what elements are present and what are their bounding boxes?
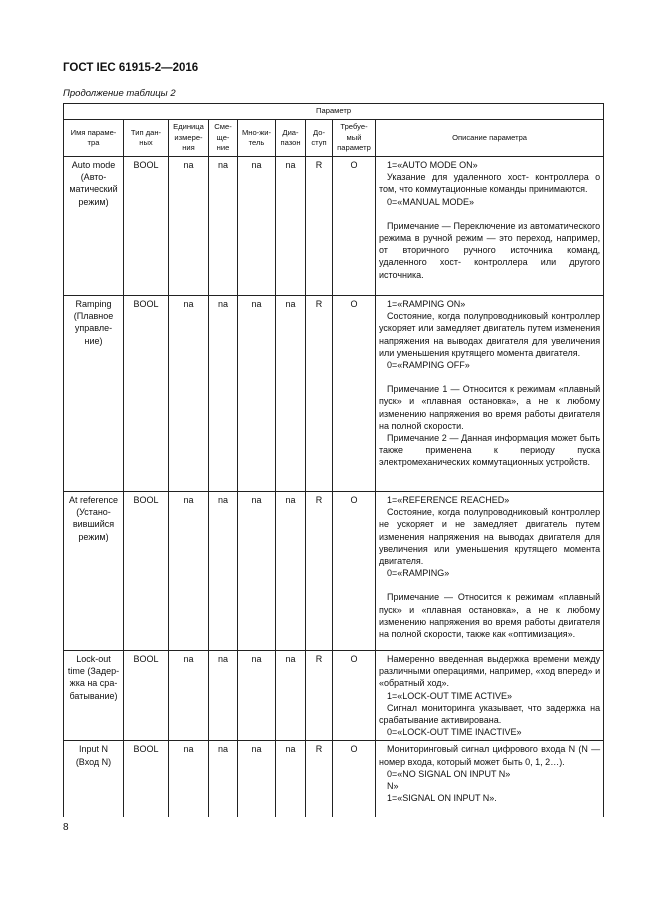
desc-line: 1=«LOCK-OUT TIME ACTIVE» <box>387 690 512 701</box>
param-offset: na <box>209 492 238 651</box>
param-unit: na <box>169 492 209 651</box>
desc-line: 0=«LOCK-OUT TIME INACTIVE» <box>387 727 522 738</box>
param-access: R <box>306 741 333 817</box>
param-type: BOOL <box>124 741 169 817</box>
param-required: O <box>333 492 376 651</box>
table-row <box>64 157 604 296</box>
document-header: ГОСТ IEC 61915-2—2016 <box>63 62 199 74</box>
desc-line: Сигнал мониторинга указывает, что задержка на срабатывание активирована. <box>379 702 601 726</box>
desc-line: 1=«REFERENCE REACHED» <box>387 495 510 505</box>
col-header-name: Имя параме-тра <box>64 120 124 157</box>
page-number: 8 <box>63 822 69 833</box>
param-required: O <box>333 741 376 817</box>
col-header-access: До-ступ <box>306 120 333 157</box>
param-description <box>376 492 604 651</box>
col-header-offset: Сме-ще-ние <box>209 120 238 157</box>
desc-note: Примечание 1 — Относится к режимам «плавный пуск» и «плавная остановка», а не к любому изменению напряжения во время работы двигателя на полной скорости. <box>379 384 601 431</box>
param-access: R <box>306 651 333 741</box>
param-description <box>376 157 604 296</box>
group-header: Параметр <box>64 104 604 120</box>
desc-line: Намеренно введенная выдержка времени между различными операциями, например, «ход вперед» и «обратный ход». <box>379 654 601 689</box>
param-access: R <box>306 492 333 651</box>
table-row <box>64 741 604 817</box>
desc-line: 0=«RAMPING» <box>387 568 450 579</box>
param-required: O <box>333 651 376 741</box>
col-header-required: Требуе-мый параметр <box>333 120 376 157</box>
param-multiplier: na <box>238 651 276 741</box>
param-unit: na <box>169 741 209 817</box>
table-continuation-caption: Продолжение таблицы 2 <box>63 88 176 99</box>
table-row <box>64 296 604 492</box>
param-unit: na <box>169 296 209 492</box>
param-description <box>376 741 604 817</box>
param-multiplier: na <box>238 492 276 651</box>
param-type: BOOL <box>124 296 169 492</box>
param-range: na <box>276 157 306 296</box>
param-offset: na <box>209 741 238 817</box>
param-unit: na <box>169 157 209 296</box>
col-header-type: Тип дан-ных <box>124 120 169 157</box>
param-name: Auto mode (Авто-матический режим) <box>64 157 124 296</box>
param-required: O <box>333 296 376 492</box>
param-access: R <box>306 157 333 296</box>
param-offset: na <box>209 651 238 741</box>
desc-line: Указание для удаленного хост- контроллера о том, что коммутационные команды принимаются. <box>379 172 601 195</box>
parameters-table <box>63 103 604 817</box>
col-header-range: Диа-пазон <box>276 120 306 157</box>
desc-line: 1=«SIGNAL ON INPUT N». <box>387 793 497 804</box>
desc-line: 1=«AUTO MODE ON» <box>387 160 478 170</box>
table-row <box>64 651 604 741</box>
desc-note: Примечание 2 — Данная информация может быть также применена к периоду пуска электромеханических коммутационных устройств. <box>379 433 601 468</box>
param-access: R <box>306 296 333 492</box>
desc-line: 0=«RAMPING OFF» <box>387 360 470 371</box>
desc-line: 0=«NO SIGNAL ON INPUT N» <box>387 768 511 779</box>
desc-line: 0=«MANUAL MODE» <box>387 196 474 207</box>
param-name: At reference (Устано-вившийся режим) <box>64 492 124 651</box>
param-description <box>376 651 604 741</box>
desc-note: Примечание — Переключение из автоматического режима в ручной режим — это переход, например, от вторичного ручного источника команд, удаленного хост- контроллера или другого источника. <box>379 220 601 280</box>
desc-line: Состояние, когда полупроводниковый контроллер не ускоряет и не замедляет двигатель путем изменения напряжения на выводах двигателя для увеличения или уменьшения крутящего момента двигателя. <box>379 507 601 567</box>
param-range: na <box>276 492 306 651</box>
col-header-unit: Единица измере-ния <box>169 120 209 157</box>
param-range: na <box>276 651 306 741</box>
param-unit: na <box>169 651 209 741</box>
param-name: Input N (Вход N) <box>64 741 124 817</box>
param-type: BOOL <box>124 157 169 296</box>
desc-line: 1=«RAMPING ON» <box>387 299 466 309</box>
param-name: Lock-out time (Задер-жка на сра-батывание) <box>64 651 124 741</box>
param-offset: na <box>209 296 238 492</box>
param-required: O <box>333 157 376 296</box>
desc-note: Примечание — Относится к режимам «плавный пуск» и «плавная остановка», а не к любому изменению напряжения во время работы двигателя на полной скорости, также как «оптимизация». <box>379 592 601 640</box>
desc-line: Мониторинговый сигнал цифрового входа N (N — номер входа, который может быть 0, 1, 2…). <box>379 744 601 767</box>
column-header-row <box>64 120 604 157</box>
param-type: BOOL <box>124 651 169 741</box>
param-range: na <box>276 296 306 492</box>
desc-line: N» <box>387 781 399 792</box>
param-offset: na <box>209 157 238 296</box>
param-description <box>376 296 604 492</box>
param-multiplier: na <box>238 296 276 492</box>
param-name: Ramping (Плавное управле-ние) <box>64 296 124 492</box>
col-header-description: Описание параметра <box>376 120 604 157</box>
col-header-multiplier: Мно-жи-тель <box>238 120 276 157</box>
param-type: BOOL <box>124 492 169 651</box>
desc-line: Состояние, когда полупроводниковый контроллер ускоряет или замедляет двигатель путем изменения напряжения на выводах двигателя для увеличения или уменьшения крутящего момента двигателя. <box>379 311 601 358</box>
param-multiplier: na <box>238 741 276 817</box>
param-multiplier: na <box>238 157 276 296</box>
table-row <box>64 492 604 651</box>
param-range: na <box>276 741 306 817</box>
